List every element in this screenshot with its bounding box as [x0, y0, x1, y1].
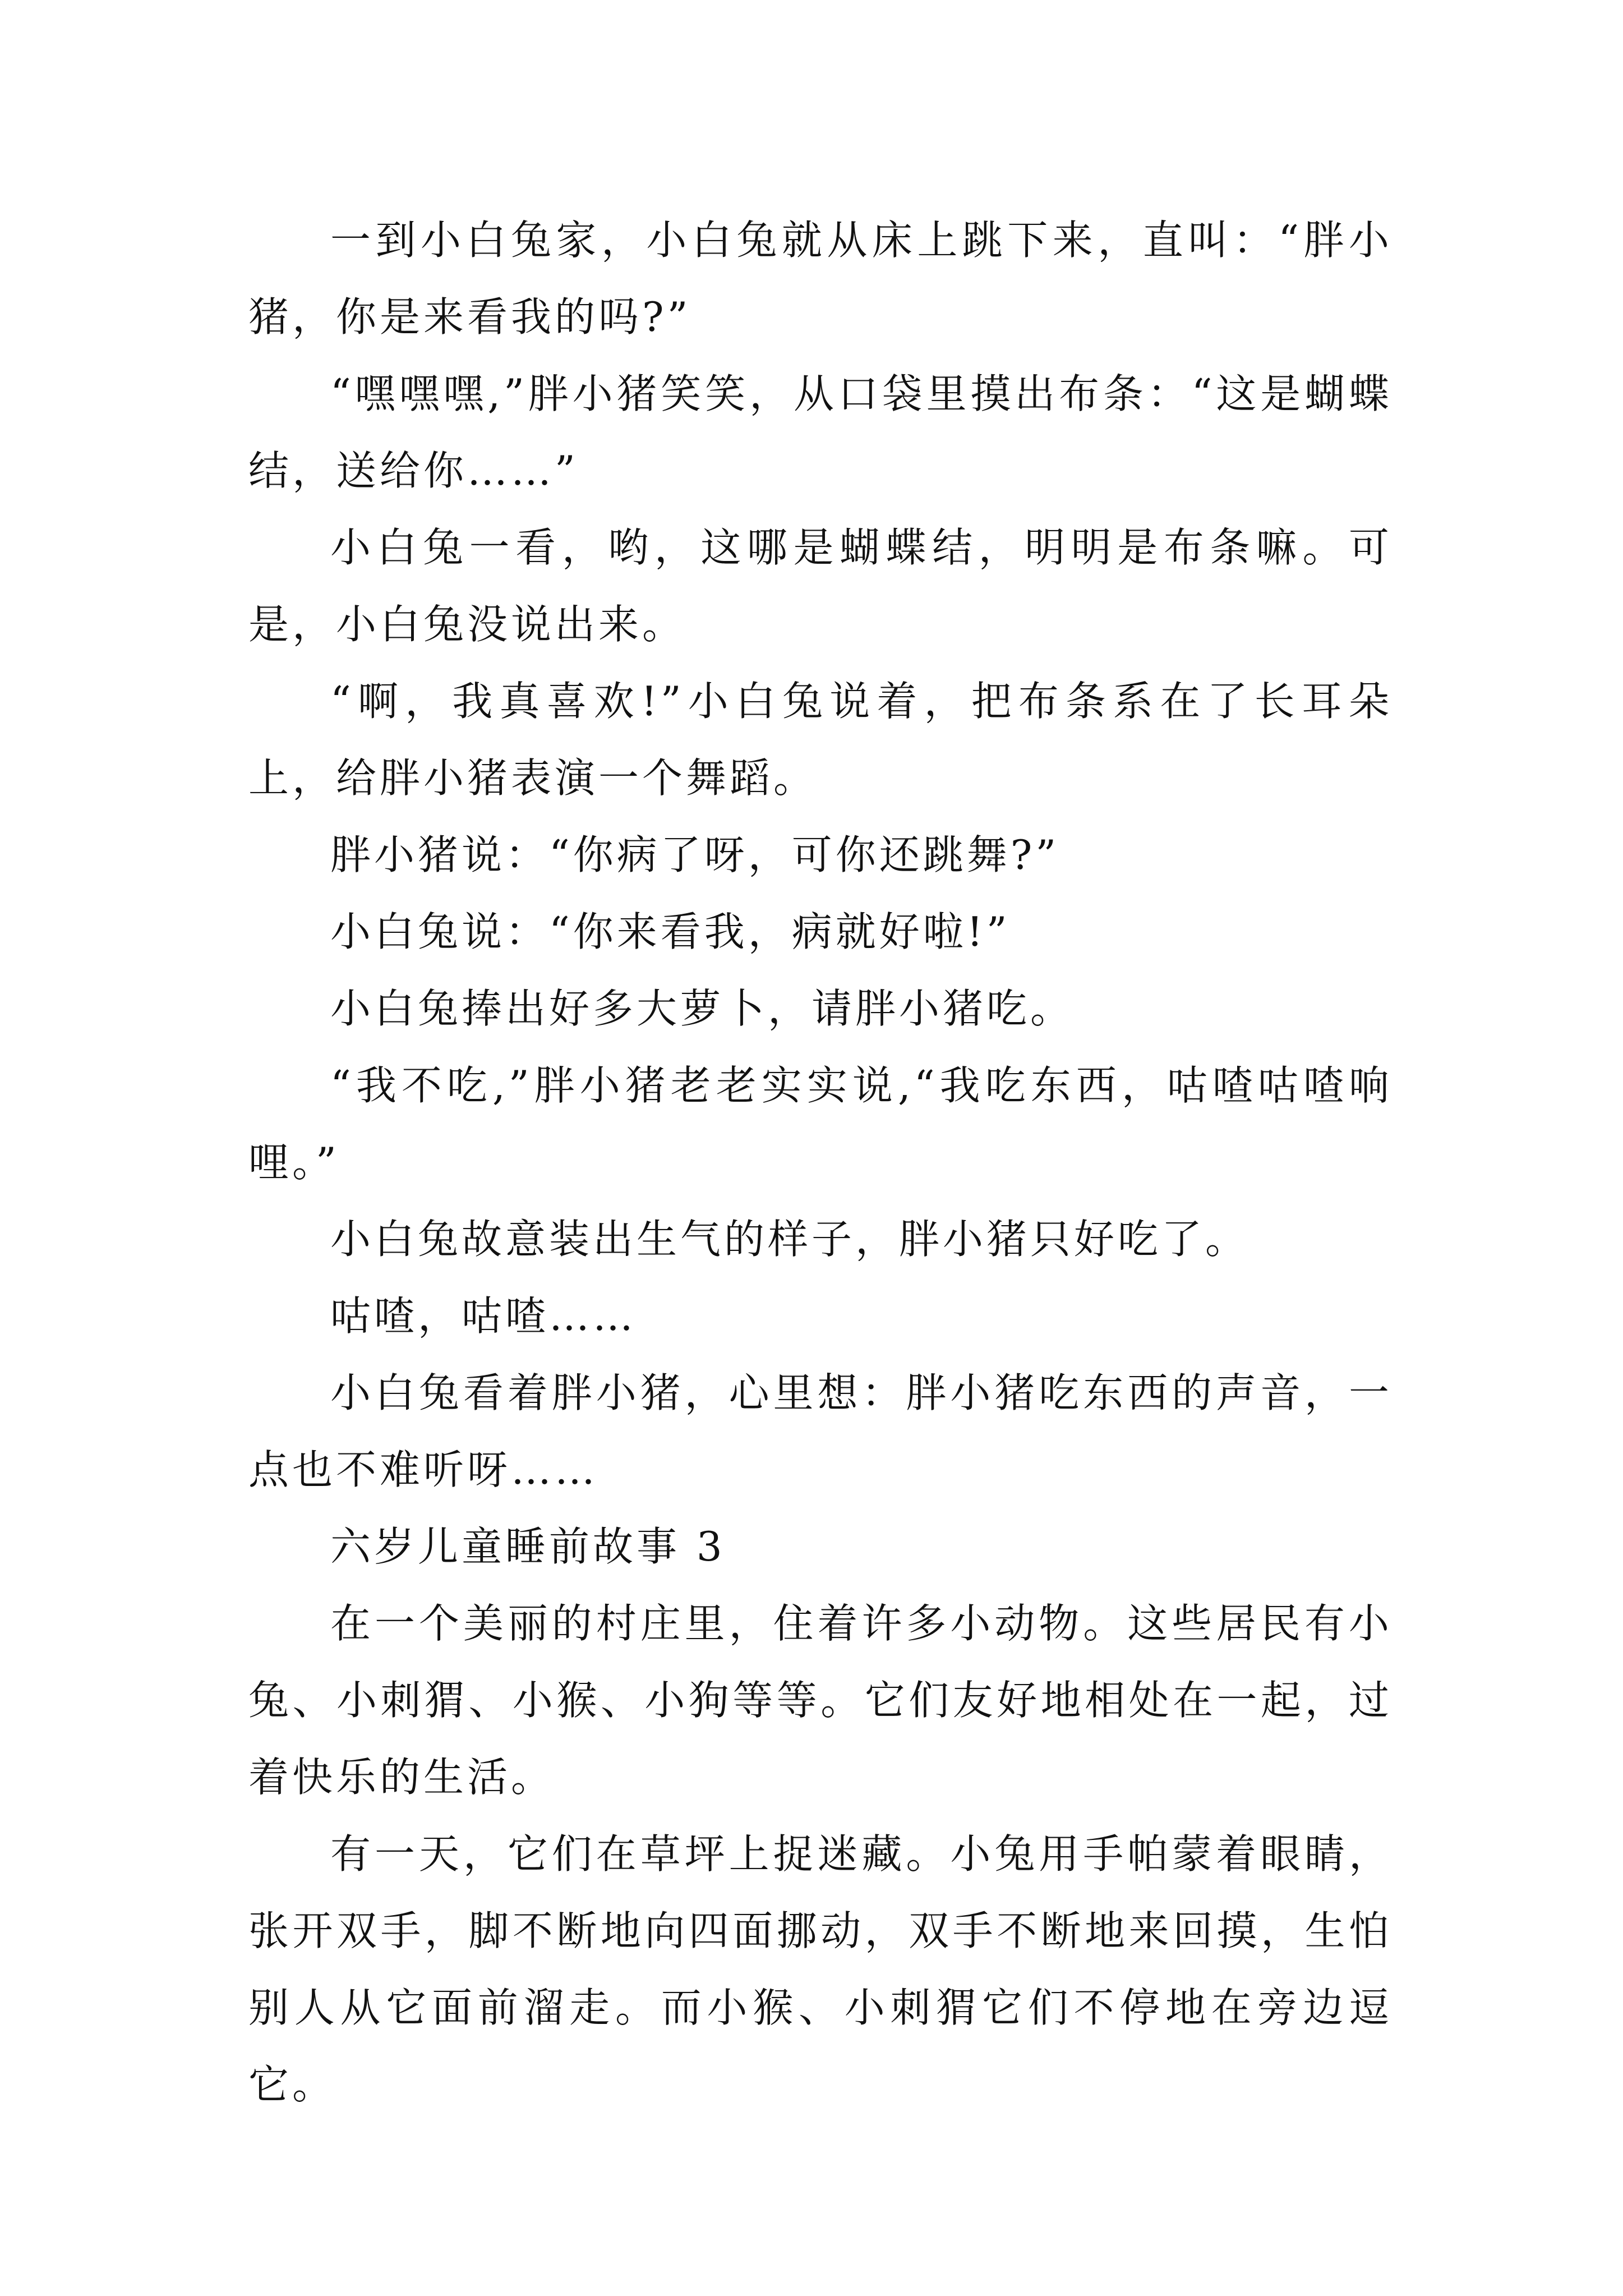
paragraph-6: 小白兔说：“你来看我，病就好啦!” [330, 908, 1011, 955]
section-paragraph-1: 在一个美丽的村庄里，住着许多小动物。这些居民有小兔、小刺猬、小猴、小狗等等。它们友好地相处在一起，过着快乐的生活。 [248, 1600, 1393, 1801]
paragraph-4: “啊，我真喜欢!”小白兔说着，把布条系在了长耳朵上，给胖小猪表演一个舞蹈。 [248, 678, 1393, 802]
paragraph-7: 小白兔捧出好多大萝卜，请胖小猪吃。 [330, 985, 1075, 1032]
paragraph-9: 小白兔故意装出生气的样子，胖小猪只好吃了。 [330, 1216, 1249, 1263]
section-title: 六岁儿童睡前故事 3 [330, 1523, 726, 1570]
paragraph-10: 咕喳，咕喳…… [330, 1292, 637, 1340]
paragraph-1: 一到小白兔家，小白兔就从床上跳下来，直叫：“胖小猪，你是来看我的吗?” [248, 217, 1393, 341]
paragraph-5: 胖小猪说：“你病了呀，可你还跳舞?” [330, 831, 1060, 878]
paragraph-8: “我不吃,”胖小猪老老实实说,“我吃东西，咕喳咕喳响哩。” [248, 1062, 1393, 1186]
paragraph-2: “嘿嘿嘿,”胖小猪笑笑，从口袋里摸出布条：“这是蝴蝶结，送给你……” [248, 370, 1393, 494]
section-paragraph-2: 有一天，它们在草坪上捉迷藏。小兔用手帕蒙着眼睛，张开双手，脚不断地向四面挪动，双手不断地来回摸，生怕别人从它面前溜走。而小猴、小刺猬它们不停地在旁边逗它。 [248, 1830, 1393, 2108]
document-body [248, 202, 1393, 2123]
paragraph-11: 小白兔看着胖小猪，心里想：胖小猪吃东西的声音，一点也不难听呀…… [248, 1369, 1393, 1493]
paragraph-3: 小白兔一看，哟，这哪是蝴蝶结，明明是布条嘛。可是，小白兔没说出来。 [248, 524, 1393, 648]
